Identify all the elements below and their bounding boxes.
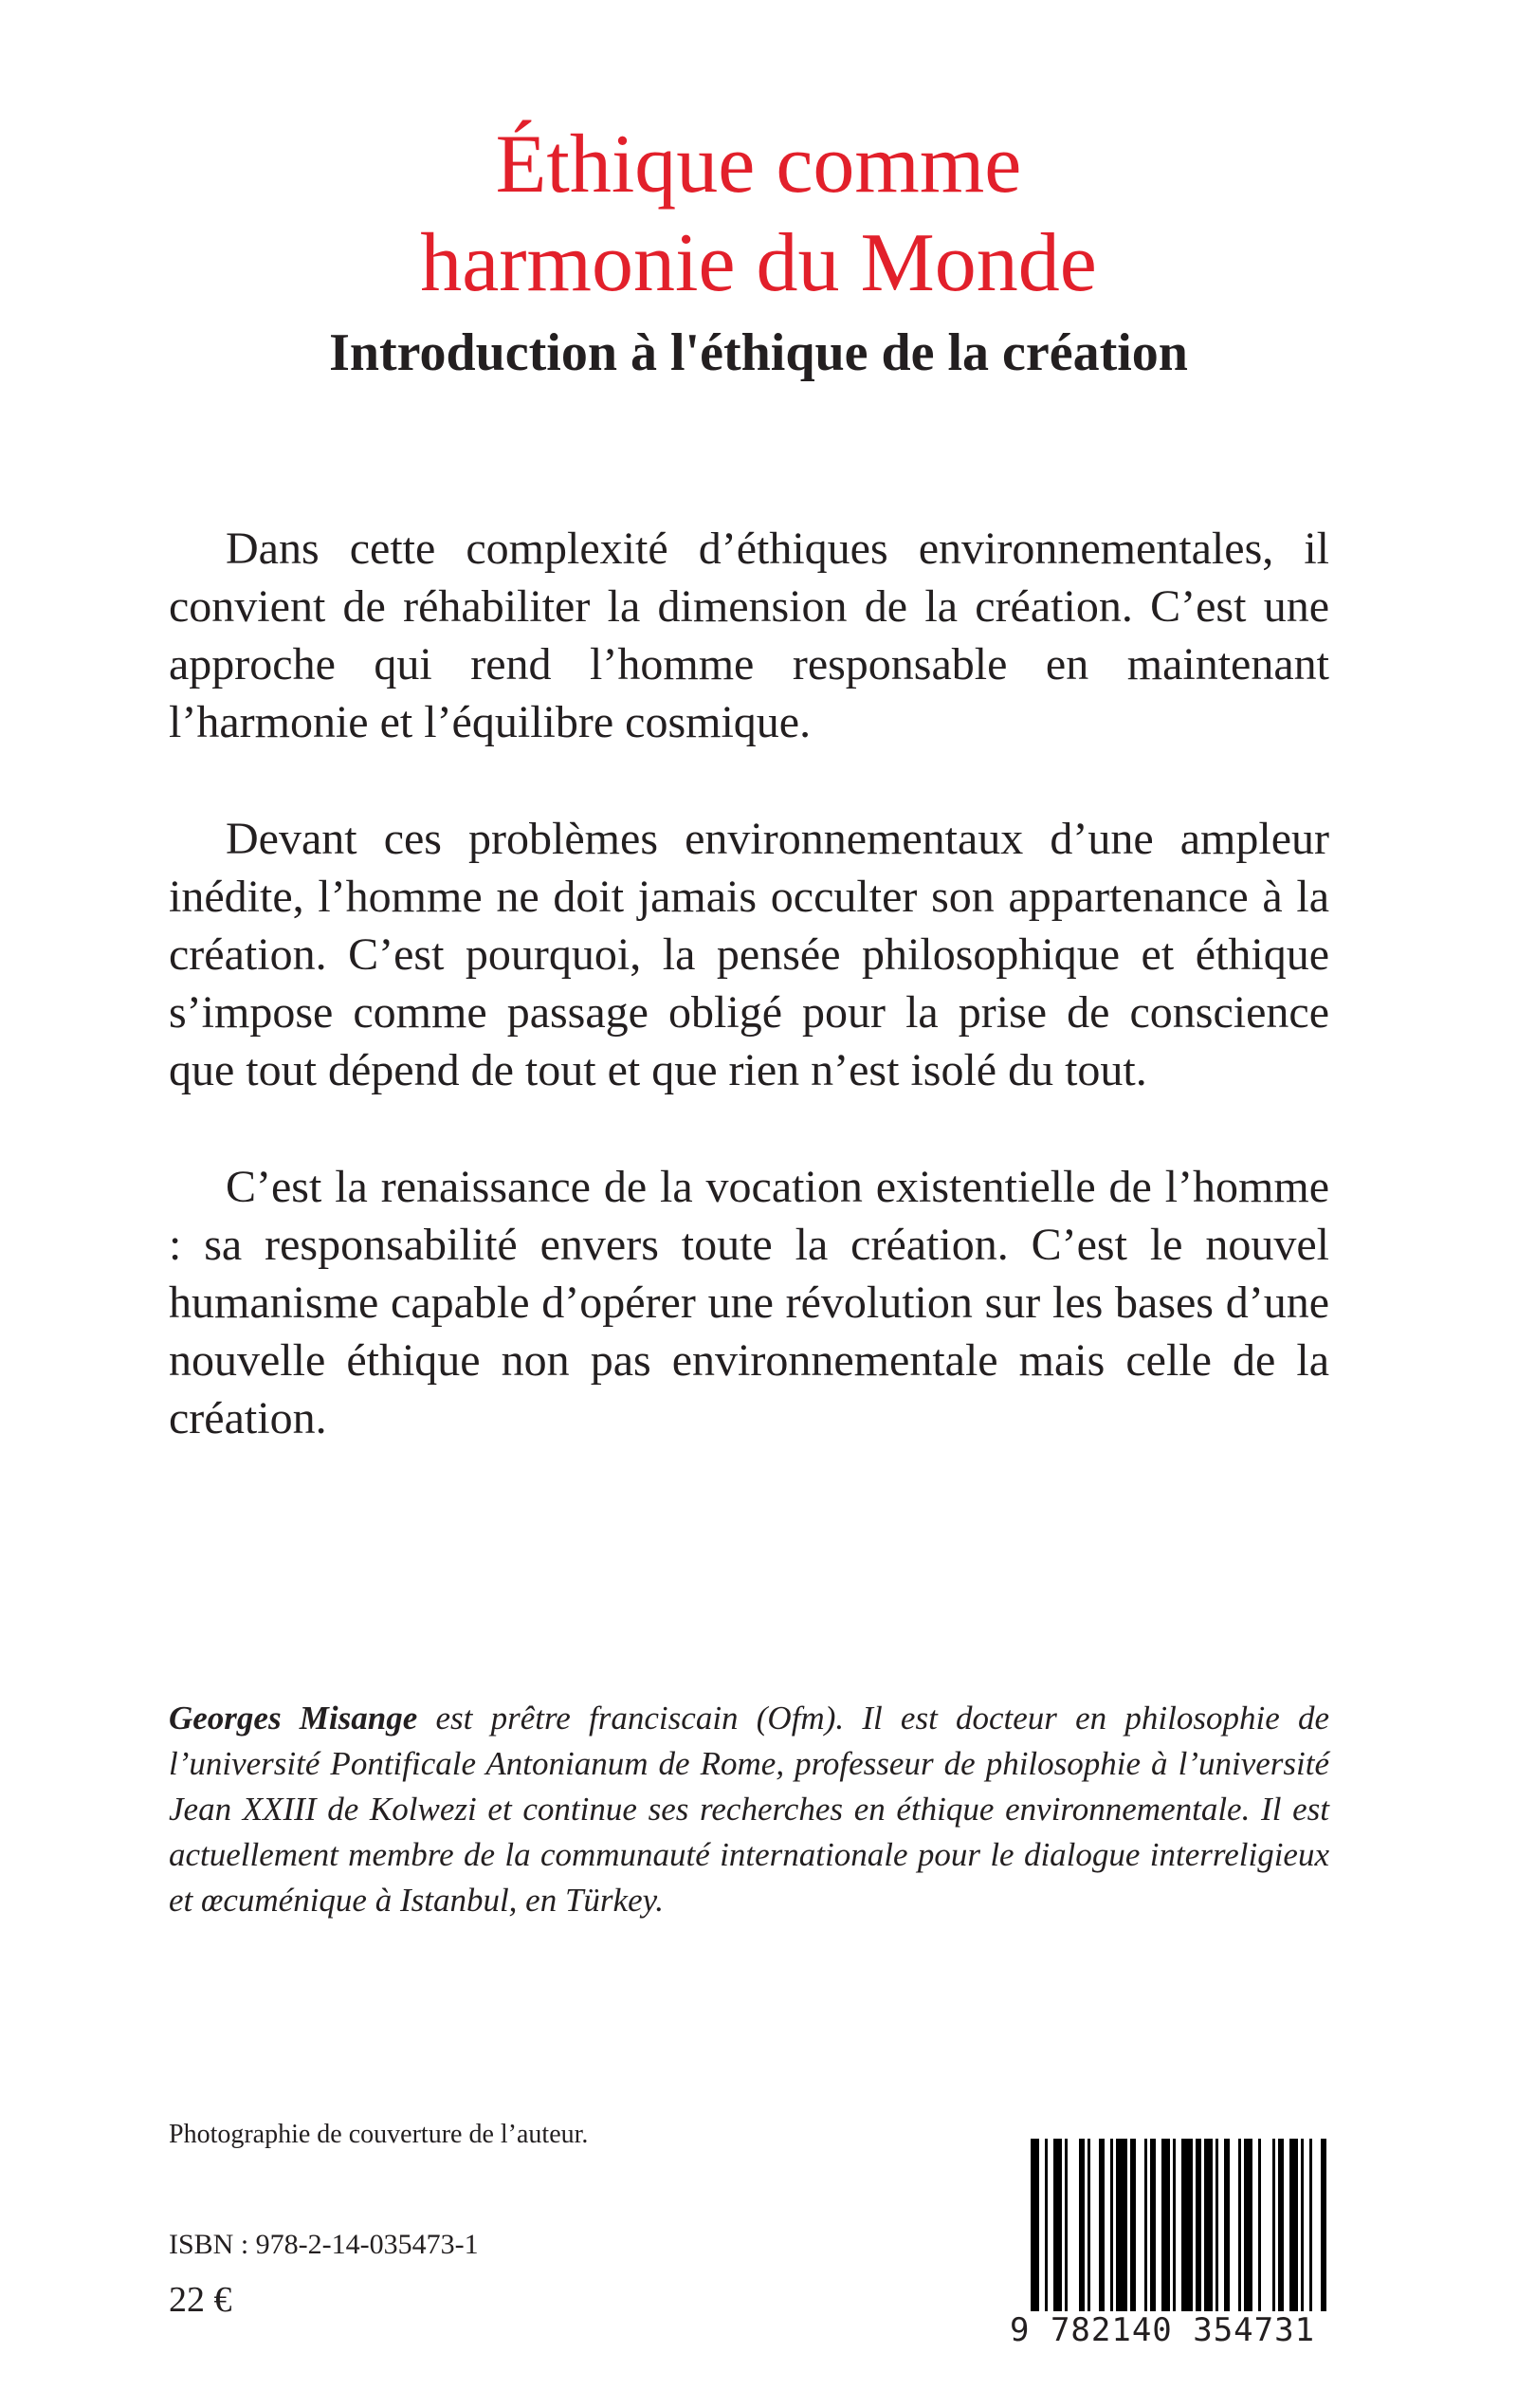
barcode-bar (1181, 2139, 1193, 2324)
barcode-bar (1278, 2139, 1284, 2324)
barcode-bar (1130, 2139, 1136, 2324)
author-name: Georges Misange (169, 1700, 418, 1737)
blurb-paragraph-3: C’est la renaissance de la vocation existentielle de l’homme : sa responsabilité envers toute la création. C’est le nouvel humanisme capable d’opérer une révolution sur les bases d’une nouvelle éthique non pas environnementale mais celle de la création. (169, 1162, 1329, 1443)
barcode-bar (1272, 2139, 1275, 2324)
barcode-bar (1215, 2139, 1218, 2324)
blurb-paragraph-2: Devant ces problèmes environnementaux d’une ampleur inédite, l’homme ne doit jamais occulter son appartenance à la création. C’est pourquoi, la pensée philosophique et éthique s’impose comme passage obligé pour la prise de conscience que tout dépend de tout et que rien n’est isolé du tout. (169, 814, 1329, 1095)
author-bio (169, 1696, 1329, 1923)
blurb-paragraph-1: Dans cette complexité d’éthiques environnementales, il convient de réhabiliter la dimension de la création. C’est une approche qui rend l’homme responsable en maintenant l’harmonie et l’équilibre cosmique. (169, 524, 1329, 747)
photo-credit: Photographie de couverture de l’auteur. (169, 2120, 589, 2149)
barcode (1010, 2139, 1332, 2347)
barcode-bar (1309, 2139, 1312, 2324)
barcode-bar (1150, 2139, 1156, 2324)
blurb (169, 520, 1329, 1506)
barcode-bar (1238, 2139, 1241, 2324)
barcode-bar (1289, 2139, 1298, 2324)
barcode-bar (1045, 2139, 1048, 2324)
barcode-bar (1196, 2139, 1201, 2324)
barcode-bar (1116, 2139, 1127, 2324)
barcode-bar (1161, 2139, 1170, 2324)
barcode-number: 9 782140 354731 (1010, 2311, 1332, 2349)
barcode-bar (1110, 2139, 1113, 2324)
barcode-bar (1144, 2139, 1147, 2324)
author-bio-text: est prêtre franciscain (Ofm). Il est docteur en philosophie de l’université Pontificale Antonianum de Rome, professeur de philosophie à l’université Jean XXIII de Kolwezi et continue ses recherches en éthique environnementale. Il est actuellement membre de la communauté internationale pour le dialogue interreligieux et œcuménique à Istanbul, en Türkey. (169, 1700, 1329, 1919)
barcode-bar (1079, 2139, 1085, 2324)
subtitle: Introduction à l'éthique de la création (329, 323, 1188, 382)
barcode-bar (1031, 2139, 1039, 2324)
barcode-bar (1244, 2139, 1252, 2324)
title-line-2: harmonie du Monde (420, 217, 1097, 309)
barcode-bar (1173, 2139, 1176, 2324)
price: 22 € (169, 2280, 232, 2320)
barcode-bar (1258, 2139, 1261, 2324)
title-line-1: Éthique comme (495, 119, 1022, 211)
barcode-bar (1224, 2139, 1230, 2324)
barcode-bars (1010, 2139, 1332, 2324)
barcode-bar (1321, 2139, 1326, 2324)
barcode-bar (1053, 2139, 1062, 2324)
barcode-bar (1099, 2139, 1105, 2324)
barcode-bar (1204, 2139, 1213, 2324)
isbn: ISBN : 978-2-14-035473-1 (169, 2229, 479, 2260)
barcode-bar (1087, 2139, 1090, 2324)
barcode-bar (1065, 2139, 1068, 2324)
barcode-bar (1301, 2139, 1304, 2324)
